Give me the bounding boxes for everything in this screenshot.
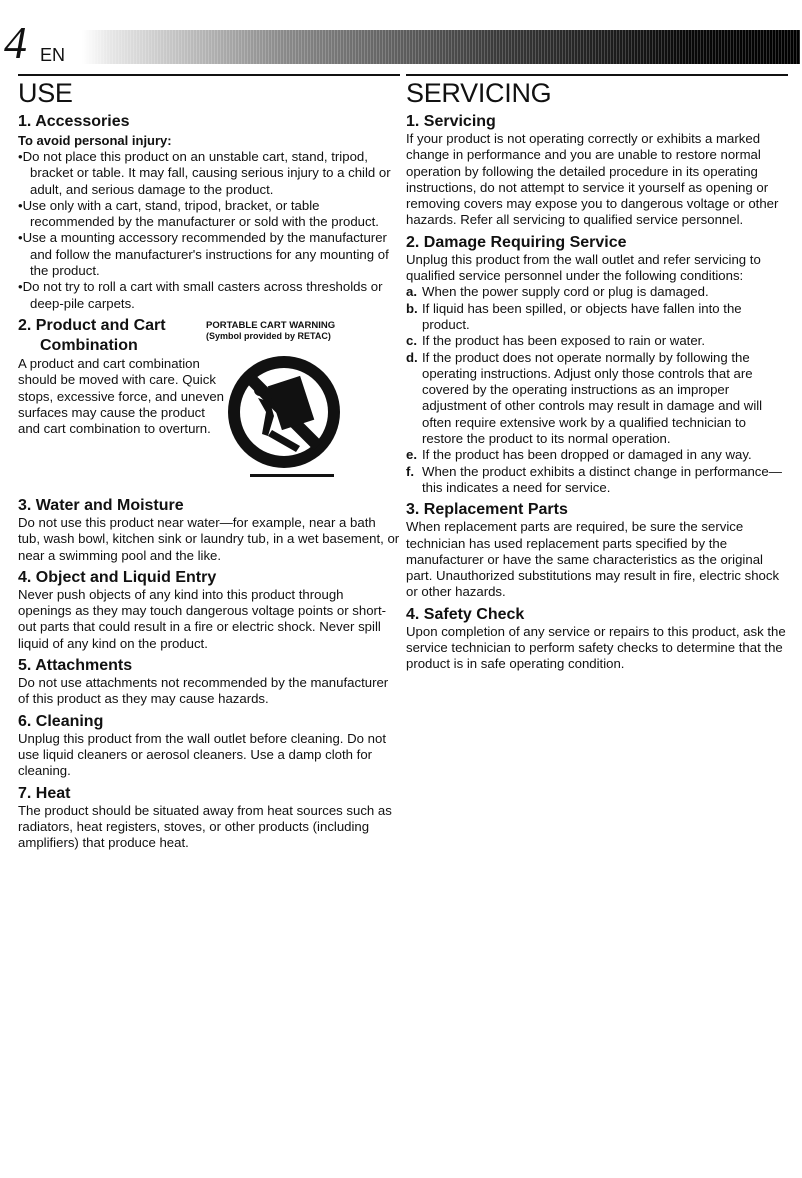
- damage-item: [406, 447, 788, 463]
- replacement-heading: 3. Replacement Parts: [406, 501, 568, 519]
- damage-item: [406, 284, 788, 300]
- page-number: 4: [4, 17, 27, 68]
- damage-item-text: If liquid has been spilled, or objects have fallen into the product.: [422, 300, 742, 332]
- servicing-heading: 1. Servicing: [406, 113, 496, 130]
- damage-item-text: If the product has been exposed to rain or water.: [422, 333, 705, 349]
- accessories-heading: 1. Accessories: [18, 113, 130, 130]
- safety-body: Upon completion of any service or repairs to this product, ask the service technician to perform safety checks to determine that the product is in safe operating condition.: [406, 623, 786, 672]
- damage-intro: Unplug this product from the wall outlet and refer servicing to qualified service personnel under the following conditions:: [406, 251, 761, 284]
- cart-warning-label: PORTABLE CART WARNING: [206, 319, 336, 331]
- damage-item-letter: d.: [406, 349, 418, 365]
- damage-item-text: If the product has been dropped or damaged in any way.: [422, 447, 752, 463]
- attachments-heading: 5. Attachments: [18, 657, 133, 675]
- damage-item-text: When the power supply cord or plug is damaged.: [422, 284, 709, 300]
- accessories-subheading: To avoid personal injury:: [18, 133, 172, 148]
- damage-item: [406, 333, 788, 349]
- damage-item-text: When the product exhibits a distinct change in performance—this indicates a need for service.: [422, 463, 782, 495]
- accessories-bullet: • Do not place this product on an unstable cart, stand, tripod, bracket or table. It may fall, causing serious injury to a child or adult, and serious damage to the product.: [18, 149, 400, 198]
- damage-item-letter: c.: [406, 333, 417, 349]
- section-rule: [18, 74, 400, 76]
- use-column: [18, 74, 400, 851]
- cart-heading-line1: 2. Product and Cart: [18, 316, 166, 334]
- damage-item: [406, 301, 788, 334]
- damage-heading: 2. Damage Requiring Service: [406, 233, 627, 251]
- damage-item-letter: b.: [406, 300, 418, 316]
- section-rule: [406, 74, 788, 76]
- accessories-bullet: • Use a mounting accessory recommended by the manufacturer and follow the manufacturer's instructions for any mounting of the product.: [18, 230, 400, 279]
- heat-heading: 7. Heat: [18, 784, 71, 802]
- damage-item-letter: f.: [406, 463, 415, 479]
- cart-symbol-note: (Symbol provided by RETAC): [206, 330, 331, 341]
- cleaning-heading: 6. Cleaning: [18, 712, 104, 730]
- servicing-body: If your product is not operating correctly or exhibits a marked change in performance and you are unable to restore normal operation by following the detailed procedure in its operating instructions, do not attempt to service it yourself as opening or removing covers may expose you to dangerous voltage or other hazards. Refer all servicing to qualified service personnel.: [406, 131, 779, 228]
- cleaning-body: Unplug this product from the wall outlet before cleaning. Do not use liquid cleaners or aerosol cleaners. Use a damp cloth for cleaning.: [18, 730, 386, 779]
- page-language: EN: [40, 45, 66, 65]
- damage-item: [406, 350, 788, 448]
- water-body: Do not use this product near water—for example, near a bath tub, wash bowl, kitchen sink or laundry tub, in a wet basement, or near a swimming pool and the like.: [18, 514, 400, 563]
- header-gradient-bar: [82, 30, 800, 64]
- safety-heading: 4. Safety Check: [406, 605, 525, 623]
- cart-heading-line2: Combination: [40, 336, 138, 354]
- object-body: Never push objects of any kind into this product through openings as they may touch dangerous voltage points or short-out parts that could result in a fire or electric shock. Never spill liquid of any kind on the product.: [18, 586, 387, 651]
- water-heading: 3. Water and Moisture: [18, 496, 184, 514]
- accessories-bullet: • Do not try to roll a cart with small casters across thresholds or deep-pile carpets.: [18, 279, 400, 312]
- attachments-body: Do not use attachments not recommended by the manufacturer of this product as they may cause hazards.: [18, 675, 389, 707]
- damage-item-letter: e.: [406, 447, 417, 463]
- damage-item: [406, 464, 788, 497]
- cart-section: [18, 316, 400, 492]
- accessories-bullet: • Use only with a cart, stand, tripod, bracket, or table recommended by the manufacturer or sold with the product.: [18, 198, 400, 231]
- servicing-column: [406, 74, 788, 673]
- servicing-title: SERVICING: [406, 78, 552, 108]
- heat-body: The product should be situated away from heat sources such as radiators, heat registers, stoves, or other products (including amplifiers) that produce heat.: [18, 802, 392, 851]
- replacement-body: When replacement parts are required, be sure the service technician has used replacement parts specified by the manufacturer or have the same characteristics as the original part. Unauthorized substitutions may result in fire, electric shock or other hazards.: [406, 519, 780, 600]
- use-title: USE: [18, 78, 73, 108]
- page-header: [0, 0, 802, 70]
- object-heading: 4. Object and Liquid Entry: [18, 568, 217, 586]
- damage-item-letter: a.: [406, 284, 417, 300]
- cart-warning-icon: [222, 350, 350, 482]
- cart-body: A product and cart combination should be moved with care. Quick stops, excessive force, and uneven surfaces may cause the product and cart combination to overturn.: [18, 355, 224, 437]
- damage-item-text: If the product does not operate normally by following the operating instructions. Adjust only those controls that are covered by the operating instructions as an improper adjustment of other controls may result in damage and will often require extensive work by a qualified technician to restore the product to its normal operation.: [422, 349, 763, 447]
